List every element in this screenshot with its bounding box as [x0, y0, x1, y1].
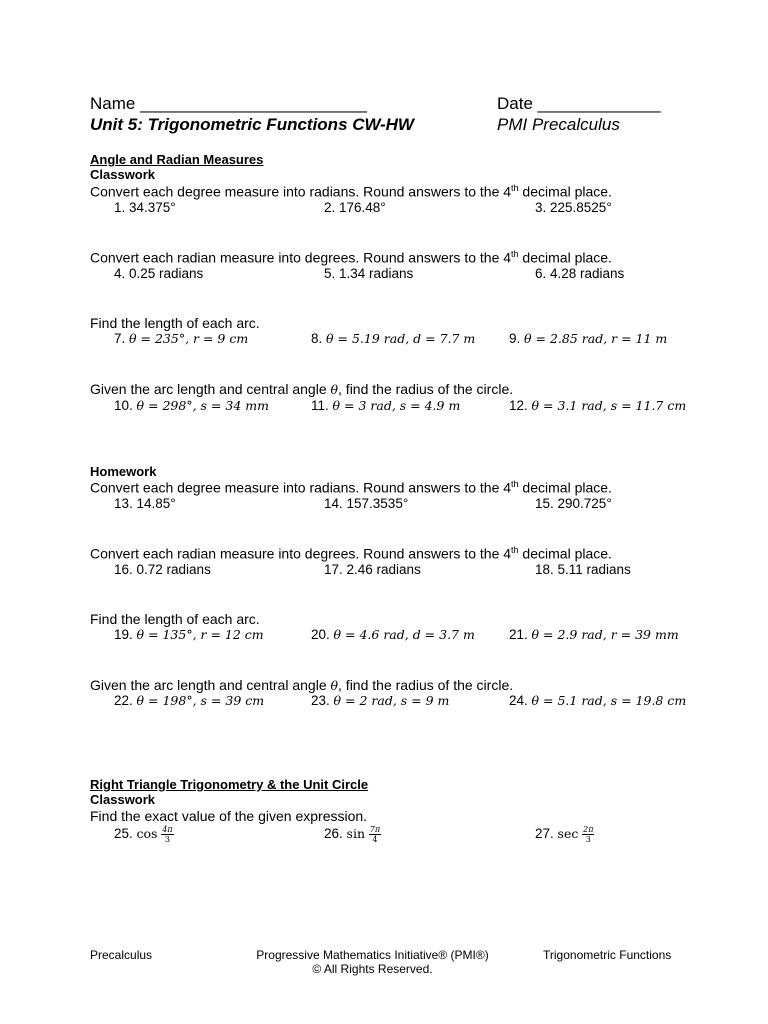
problem-11: 11. θ = 3 rad, s = 4.9 m: [311, 398, 461, 413]
problem-17: 17. 2.46 radians: [324, 562, 421, 577]
problem-16: 16. 0.72 radians: [114, 562, 211, 577]
name-field-label: Name ________________________: [90, 94, 367, 113]
problem-2: 2. 176.48°: [324, 200, 386, 215]
problem-27: 27. sec $\frac{2\pi}{3}$: [535, 825, 594, 844]
instruction-deg-to-rad-hw: Convert each degree measure into radians. Round answers to the 4th decimal place.: [90, 479, 612, 496]
problem-1: 1. 34.375°: [114, 200, 176, 215]
instruction-radius: Given the arc length and central angle θ, find the radius of the circle.: [90, 381, 514, 397]
problem-9: 9. θ = 2.85 rad, r = 11 m: [509, 331, 668, 346]
fraction-26: $\frac{7\pi}{4}$: [369, 825, 381, 844]
problem-19: 19. θ = 135°, r = 12 cm: [114, 627, 264, 642]
problem-22: 22. θ = 198°, s = 39 cm: [114, 693, 265, 708]
problem-10: 10. θ = 298°, s = 34 mm: [114, 398, 269, 413]
footer-right: Trigonometric Functions: [543, 948, 672, 962]
problem-14: 14. 157.3535°: [324, 496, 409, 511]
instruction-arc-length: Find the length of each arc.: [90, 315, 260, 331]
section-heading-right-triangle: Right Triangle Trigonometry & the Unit Circle: [90, 777, 369, 792]
instruction-radius-hw: Given the arc length and central angle θ, find the radius of the circle.: [90, 677, 514, 693]
problem-3: 3. 225.8525°: [535, 200, 612, 215]
problem-25: 25. cos $\frac{4\pi}{3}$: [114, 825, 173, 844]
problem-18: 18. 5.11 radians: [535, 562, 631, 577]
problem-24: 24. θ = 5.1 rad, s = 19.8 cm: [509, 693, 687, 708]
problem-13: 13. 14.85°: [114, 496, 176, 511]
instruction-exact-value: Find the exact value of the given expression.: [90, 808, 368, 824]
date-field-label: Date _____________: [497, 94, 661, 113]
section-heading-angle-radian: Angle and Radian Measures: [90, 152, 264, 167]
problem-23: 23. θ = 2 rad, s = 9 m: [311, 693, 450, 708]
homework-label: Homework: [90, 464, 157, 479]
instruction-rad-to-deg: Convert each radian measure into degrees. Round answers to the 4th decimal place.: [90, 249, 612, 266]
problem-26: 26. sin $\frac{7\pi}{4}$: [324, 825, 381, 844]
problem-8: 8. θ = 5.19 rad, d = 7.7 m: [311, 331, 476, 346]
instruction-rad-to-deg-hw: Convert each radian measure into degrees. Round answers to the 4th decimal place.: [90, 545, 612, 562]
problem-6: 6. 4.28 radians: [535, 266, 625, 281]
problem-20: 20. θ = 4.6 rad, d = 3.7 m: [311, 627, 475, 642]
course-name: PMI Precalculus: [497, 115, 620, 134]
fraction-25: $\frac{4\pi}{3}$: [162, 825, 173, 844]
problem-7: 7. θ = 235°, r = 9 cm: [114, 331, 249, 346]
worksheet-title: Unit 5: Trigonometric Functions CW-HW: [90, 115, 414, 134]
classwork-label-2: Classwork: [90, 792, 156, 807]
instruction-deg-to-rad: Convert each degree measure into radians. Round answers to the 4th decimal place.: [90, 183, 612, 200]
problem-5: 5. 1.34 radians: [324, 266, 414, 281]
problem-4: 4. 0.25 radians: [114, 266, 204, 281]
footer-left: Precalculus: [90, 948, 153, 962]
problem-12: 12. θ = 3.1 rad, s = 11.7 cm: [509, 398, 687, 413]
fraction-27: $\frac{2\pi}{3}$: [583, 825, 594, 844]
footer-center: Progressive Mathematics Initiative® (PMI®) © All Rights Reserved.: [256, 948, 489, 976]
problem-15: 15. 290.725°: [535, 496, 612, 511]
instruction-arc-length-hw: Find the length of each arc.: [90, 611, 260, 627]
problem-21: 21. θ = 2.9 rad, r = 39 mm: [509, 627, 679, 642]
classwork-label: Classwork: [90, 167, 156, 182]
